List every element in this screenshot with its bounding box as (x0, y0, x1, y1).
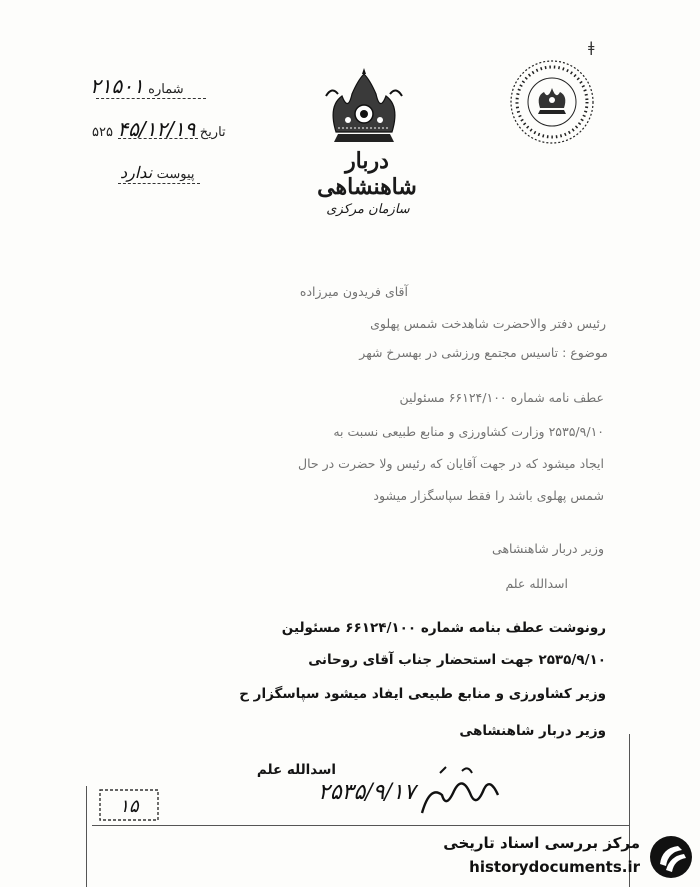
scan-edge-bottom (92, 825, 630, 826)
copy-line-2: ۲۵۳۵/۹/۱۰ جهت استحضار جناب آقای روحانی (308, 652, 606, 668)
signoff-title-faint: وزیر دربار شاهنشاهی (492, 541, 604, 556)
copy-signoff-title: وزیر دربار شاهنشاهی (459, 723, 606, 739)
copy-signoff-name: اسدالله علم (256, 762, 336, 778)
handwritten-date: ۲۵۳۵/۹/۱۷ (318, 780, 416, 805)
scan-edge-left (86, 786, 87, 887)
signoff-name-faint: اسدالله علم (505, 576, 568, 591)
letter-number-field (90, 74, 184, 98)
copy-line-1: رونوشت عطف بنامه شماره ۶۶۱۲۴/۱۰۰ مسئولین (281, 620, 606, 636)
round-seal-icon (508, 58, 596, 146)
subject-line: موضوع : تاسیس مجتمع ورزشی در بهسرخ شهر (359, 345, 608, 360)
letter-date-value: ۴۵/۱۲/۱۹ (117, 117, 196, 141)
boxed-mark-text: ۱۵ (119, 796, 139, 817)
signature-icon (312, 765, 512, 825)
addressee-title: رئیس دفتر والاحضرت شاهدخت شمس پهلوی (370, 316, 606, 331)
pin-mark: ǂ (588, 40, 595, 56)
addressee-name: آقای فریدون میرزاده (299, 284, 408, 299)
body-line-4: شمس پهلوی باشد را فقط سپاسگزار میشود (373, 488, 604, 503)
watermark-url: historydocuments.ir (469, 858, 640, 876)
letter-number-value: ۲۱۵۰۱ (90, 74, 144, 98)
copy-line-3: وزیر کشاورزی و منابع طبیعی ایفاد میشود سپاسگزار ح (239, 686, 606, 702)
attachment-value: ندارد (120, 163, 153, 182)
archive-logo-icon (648, 834, 694, 880)
court-subtitle: سازمان مرکزی (326, 202, 410, 217)
boxed-mark (98, 788, 160, 822)
letter-number-label: شماره (148, 82, 184, 97)
watermark-title: مرکز بررسی اسناد تاریخی (443, 834, 640, 852)
court-title: دربار شاهنشاهی (317, 148, 417, 200)
watermark (418, 830, 700, 887)
number-underline (96, 98, 206, 99)
letter-date-label: تاریخ (199, 125, 226, 140)
body-line-3: ایجاد میشود که در جهت آقایان که رئیس ولا حضرت در حال (298, 456, 604, 471)
attachment-underline (118, 183, 200, 184)
attachment-label: پیوست (156, 167, 195, 182)
crown-emblem-icon (318, 66, 410, 148)
letter-date-prefix: ۵۲۵ (92, 125, 113, 140)
body-line-2: ۲۵۳۵/۹/۱۰ وزارت کشاورزی و منابع طبیعی نسبت به (333, 424, 604, 439)
body-line-1: عطف نامه شماره ۶۶۱۲۴/۱۰۰ مسئولین (399, 390, 604, 405)
date-underline (118, 138, 198, 139)
attachment-field (120, 163, 195, 182)
